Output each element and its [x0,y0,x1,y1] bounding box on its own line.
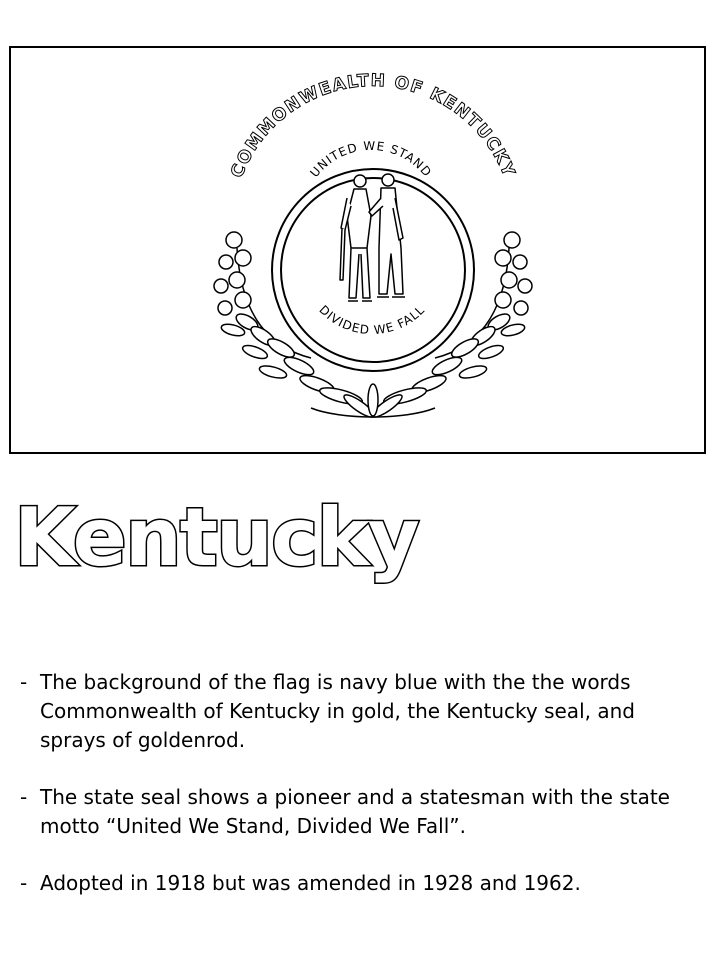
seal-outer-text: COMMONWEALTH OF KENTUCKY [227,70,519,181]
kentucky-seal-drawing [11,48,708,456]
fact-dash: - [20,670,28,694]
kentucky-flag-outline [9,46,706,454]
fact-dash: - [20,785,28,809]
fact-text: The background of the flag is navy blue with the the words Commonwealth of Kentucky in gold, the Kentucky seal, and sprays of goldenrod. [40,670,635,752]
seal-motto-bottom: DIVIDED WE FALL [316,302,428,338]
seal-motto-top: UNITED WE STAND [307,138,435,180]
facts-list [20,668,700,926]
fact-item [20,783,700,841]
fact-item [20,668,700,755]
fact-dash: - [20,871,28,895]
page-title: Kentucky [14,491,418,584]
fact-text: The state seal shows a pioneer and a statesman with the state motto “United We Stand, Divided We Fall”. [40,785,670,838]
seal-bottom-leaves [311,384,435,420]
fact-item [20,869,700,898]
fact-text: Adopted in 1918 but was amended in 1928 and 1962. [40,871,581,895]
